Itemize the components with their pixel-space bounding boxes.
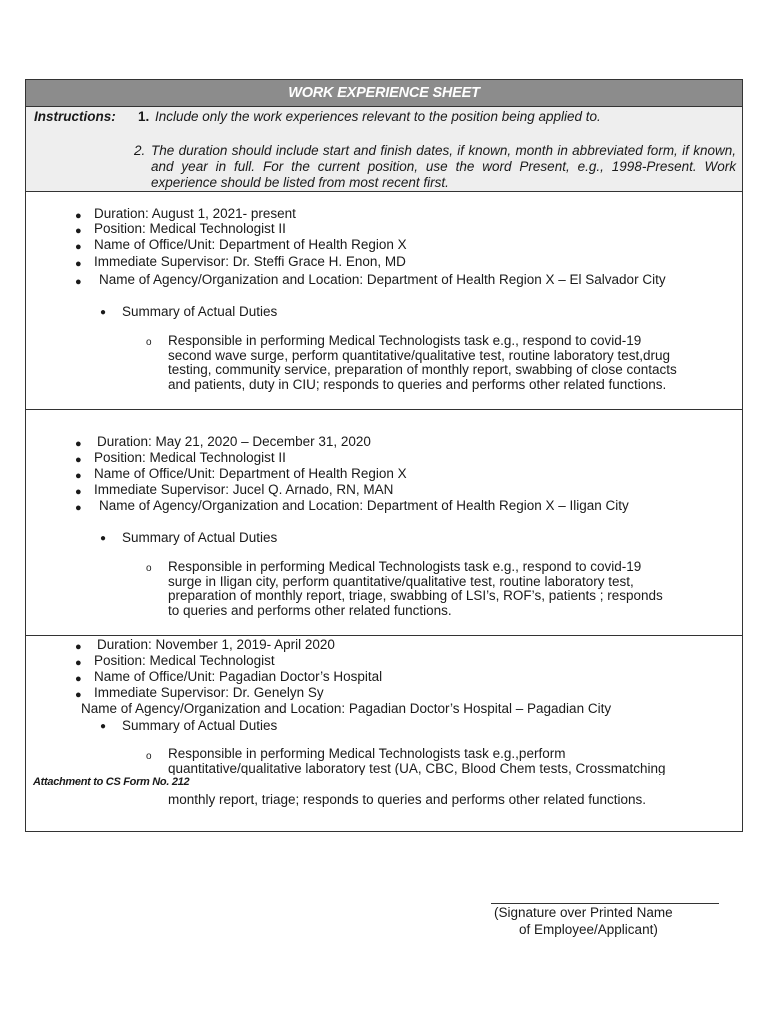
entry-office: Name of Office/Unit: Department of Health Region X bbox=[94, 237, 407, 252]
experience-entry-1 bbox=[26, 192, 742, 410]
bullet-icon: ● bbox=[100, 533, 107, 544]
circle-bullet-icon: o bbox=[146, 337, 152, 348]
bullet-icon: ● bbox=[75, 241, 82, 253]
entry-duration: Duration: August 1, 2021- present bbox=[94, 206, 296, 221]
instructions-block bbox=[26, 107, 742, 192]
bullet-icon: ● bbox=[75, 486, 82, 498]
entry-duties-continued bbox=[168, 793, 728, 808]
entry-summary-label: Summary of Actual Duties bbox=[122, 718, 278, 733]
attachment-label: Attachment to CS Form No. 212 bbox=[33, 776, 193, 788]
duty-line: and patients, duty in CIU; responds to queries and performs other related functions. bbox=[168, 376, 667, 392]
duty-line: Responsible in performing Medical Technologists task e.g.,perform bbox=[168, 746, 566, 761]
bullet-icon: ● bbox=[75, 438, 82, 450]
bullet-icon: ● bbox=[75, 276, 82, 288]
entry-office: Name of Office/Unit: Pagadian Doctor’s Hospital bbox=[94, 669, 383, 684]
bullet-icon: ● bbox=[75, 258, 82, 270]
entry-duration: Duration: November 1, 2019- April 2020 bbox=[97, 637, 335, 652]
bullet-icon: ● bbox=[75, 689, 82, 701]
bullet-icon: ● bbox=[75, 641, 82, 653]
duty-line: quantitative/qualitative laboratory test (UA, CBC, Blood Chem tests, Crossmatching bbox=[168, 760, 666, 776]
entry-position: Position: Medical Technologist II bbox=[94, 450, 286, 465]
circle-bullet-icon: o bbox=[146, 563, 152, 574]
entry-duration: Duration: May 21, 2020 – December 31, 2020 bbox=[97, 434, 371, 449]
entry-agency: Name of Agency/Organization and Location: Department of Health Region X – Iligan City bbox=[99, 498, 629, 513]
entry-summary-label: Summary of Actual Duties bbox=[122, 530, 278, 545]
entry-duties bbox=[168, 334, 728, 392]
bullet-icon: ● bbox=[100, 721, 107, 732]
bullet-icon: ● bbox=[75, 470, 82, 482]
duty-line: Responsible in performing Medical Technologists task e.g., respond to covid-19 bbox=[168, 333, 642, 348]
duty-line: Responsible in performing Medical Technologists task e.g., respond to covid-19 bbox=[168, 559, 642, 574]
entry-duties bbox=[168, 747, 728, 776]
entry-agency: Name of Agency/Organization and Location: Department of Health Region X – El Salvador City bbox=[99, 272, 666, 287]
sheet-title: WORK EXPERIENCE SHEET bbox=[26, 80, 742, 107]
entry-summary-label: Summary of Actual Duties bbox=[122, 304, 278, 319]
entry-duties bbox=[168, 560, 728, 618]
entry-supervisor: Immediate Supervisor: Dr. Genelyn Sy bbox=[94, 685, 324, 700]
bullet-icon: ● bbox=[75, 673, 82, 685]
signature-caption-line2: of Employee/Applicant) bbox=[519, 922, 658, 937]
bullet-icon: ● bbox=[75, 210, 82, 222]
entry-agency: Name of Agency/Organization and Location: Pagadian Doctor’s Hospital – Pagadian City bbox=[81, 701, 612, 716]
entry-position: Position: Medical Technologist bbox=[94, 653, 275, 668]
bullet-icon: ● bbox=[100, 307, 107, 318]
bullet-icon: ● bbox=[75, 225, 82, 237]
bullet-icon: ● bbox=[75, 502, 82, 514]
duty-line: testing, community service, preparation of monthly report, swabbing of close contacts bbox=[168, 362, 677, 377]
circle-bullet-icon: o bbox=[146, 751, 152, 762]
instructions-label: Instructions: bbox=[34, 109, 116, 124]
entry-supervisor: Immediate Supervisor: Dr. Steffi Grace H. Enon, MD bbox=[94, 254, 406, 269]
duty-line: second wave surge, perform quantitative/qualitative test, routine laboratory test,drug bbox=[168, 347, 671, 363]
instruction-1-number: 1. bbox=[138, 109, 150, 124]
signature-line bbox=[491, 903, 719, 904]
duty-line: monthly report, triage; responds to queries and performs other related functions. bbox=[168, 792, 647, 807]
entry-office: Name of Office/Unit: Department of Health Region X bbox=[94, 466, 407, 481]
experience-entry-2 bbox=[26, 410, 742, 636]
duty-line: surge in Iligan city, perform quantitative/qualitative test, routine laboratory test, bbox=[168, 573, 634, 589]
bullet-icon: ● bbox=[75, 657, 82, 669]
entry-supervisor: Immediate Supervisor: Jucel Q. Arnado, RN, MAN bbox=[94, 482, 394, 497]
instruction-2-number: 2. bbox=[134, 143, 146, 158]
entry-position: Position: Medical Technologist II bbox=[94, 221, 286, 236]
work-experience-sheet bbox=[25, 79, 743, 832]
instruction-2-text: The duration should include start and finish dates, if known, month in abbreviated form, if known, and year in full. For the current position, use the word Present, e.g., 1998-Present. Work experience should be listed from most recent first. bbox=[151, 143, 736, 190]
duty-line: to queries and performs other related functions. bbox=[168, 602, 452, 618]
instruction-1-text: Include only the work experiences relevant to the position being applied to. bbox=[155, 109, 601, 124]
duty-line: preparation of monthly report, triage, swabbing of LSI’s, ROF’s, patients ; responds bbox=[168, 588, 663, 603]
experience-entry-3 bbox=[26, 636, 742, 834]
signature-caption-line1: (Signature over Printed Name bbox=[494, 905, 673, 920]
bullet-icon: ● bbox=[75, 454, 82, 466]
